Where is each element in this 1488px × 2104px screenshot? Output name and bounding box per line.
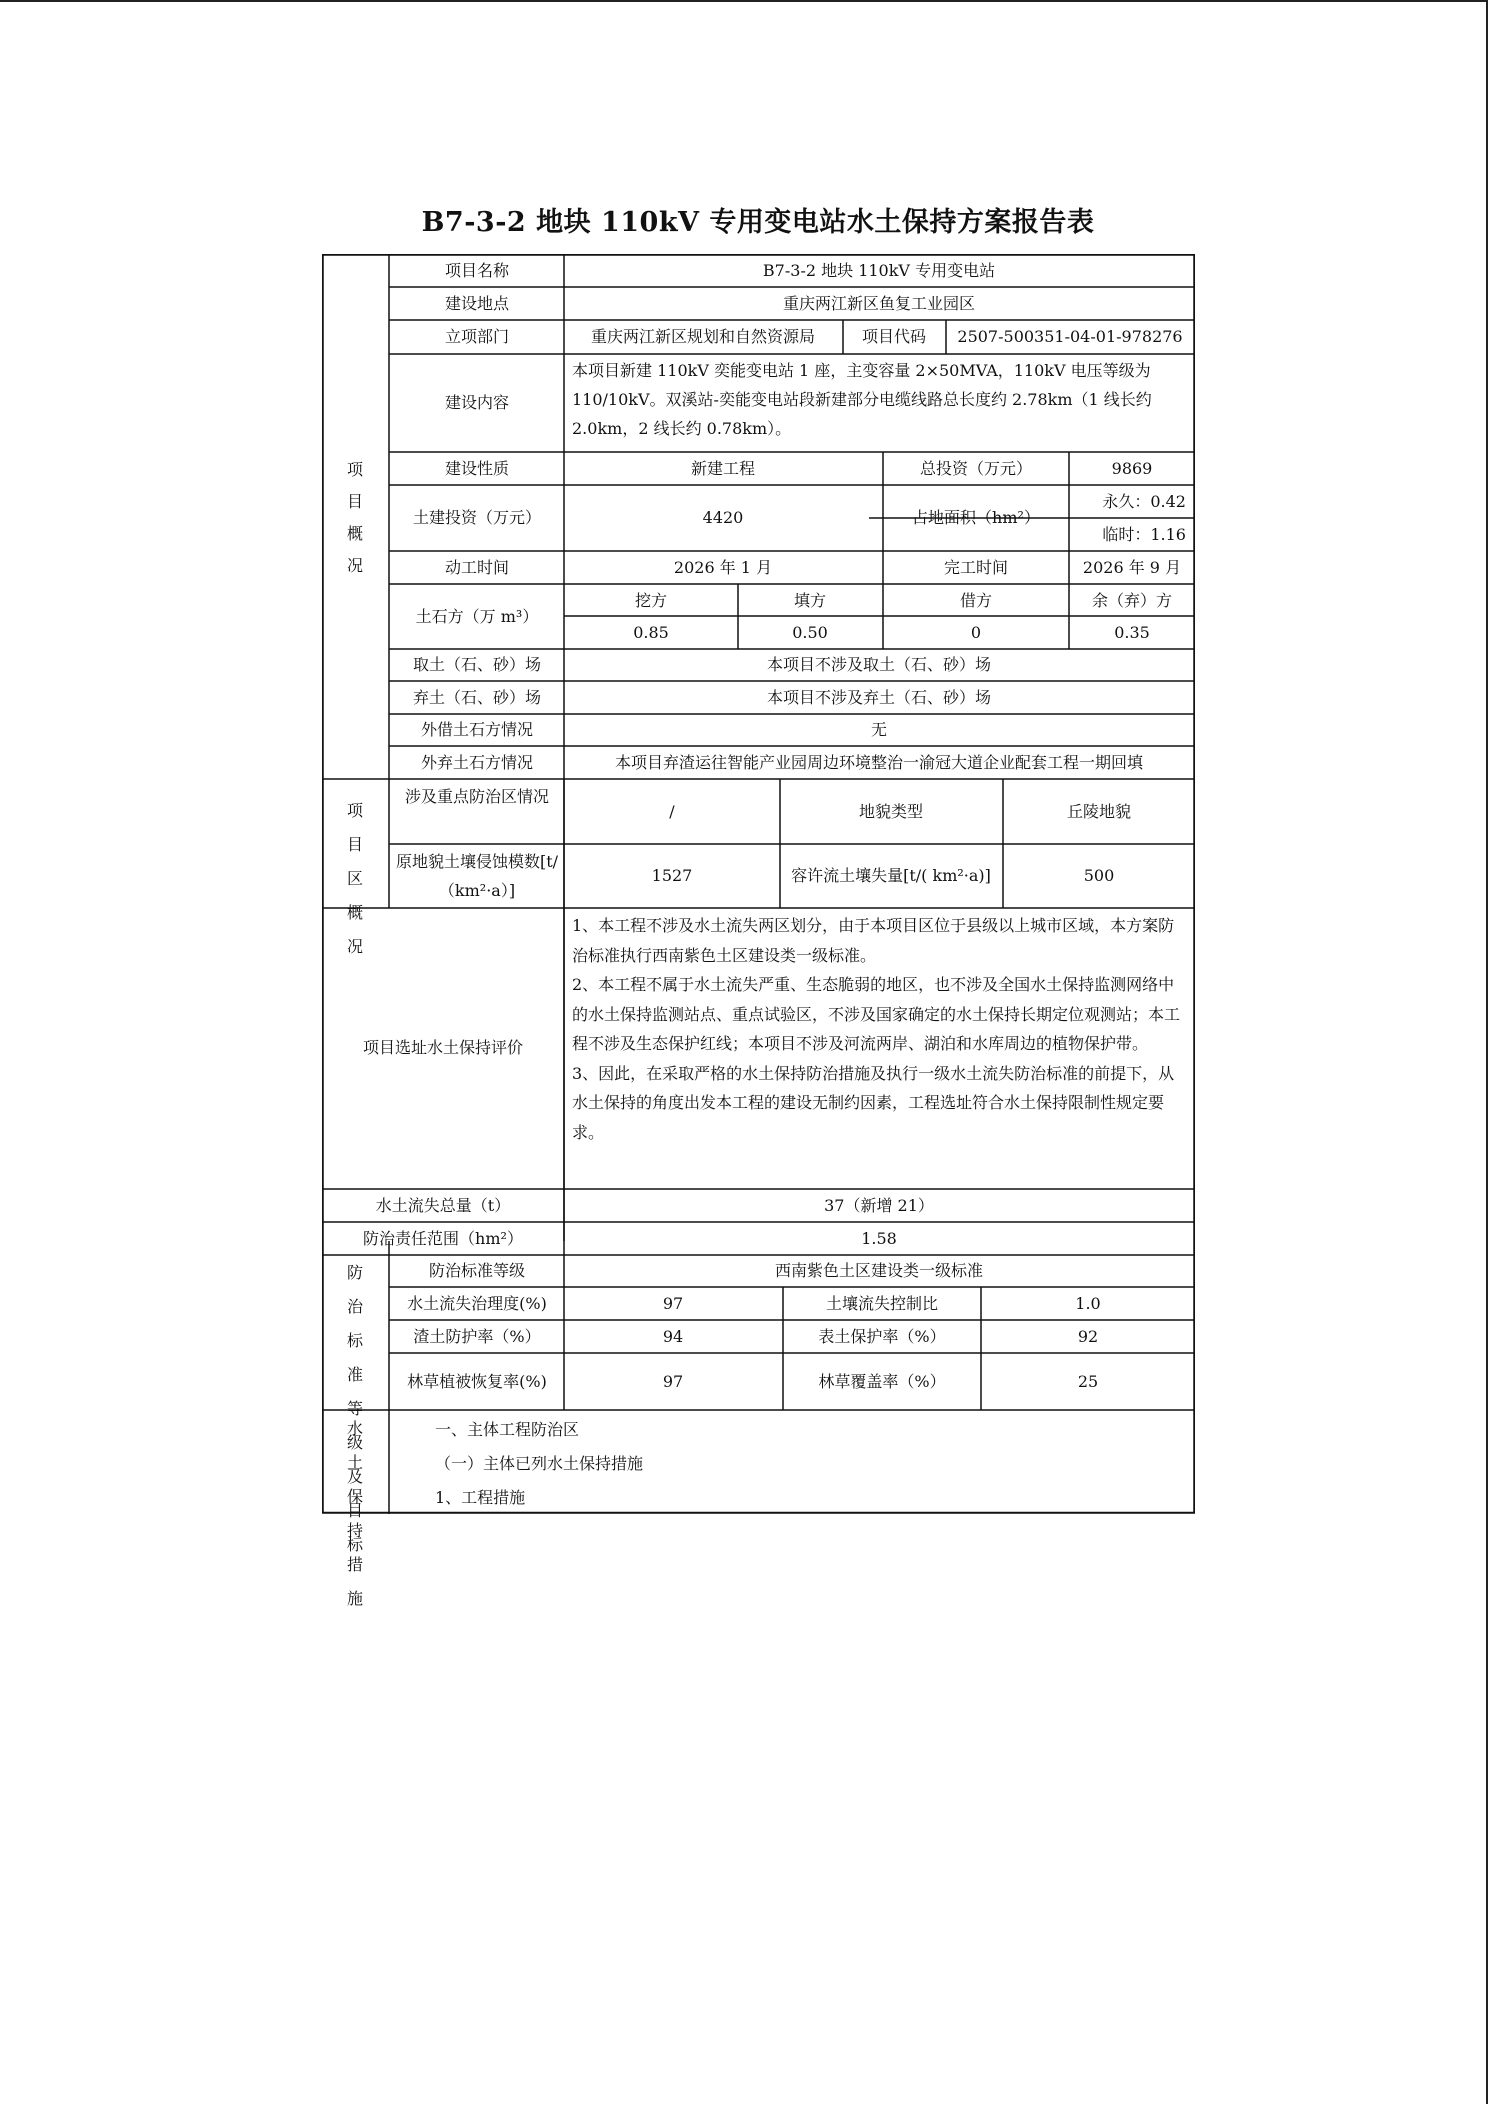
nature-label: 建设性质 — [444, 459, 510, 478]
landform-value: 丘陵地貌 — [1066, 802, 1132, 821]
resp-range-label: 防治责任范围（hm²） — [363, 1229, 523, 1248]
standard-grade-label: 防治标准等级 — [428, 1261, 526, 1280]
standard-row-1-value-1: 97 — [662, 1294, 684, 1313]
dept-label: 立项部门 — [444, 327, 510, 346]
earthwork-header-borrow: 借方 — [959, 591, 993, 610]
earthwork-value-cut: 0.85 — [633, 623, 669, 642]
standard-row-2-value-2: 92 — [1077, 1327, 1099, 1346]
civil-invest-label: 土建投资（万元） — [412, 508, 542, 527]
earthwork-value-borrow: 0 — [970, 623, 982, 642]
standard-row-1-label-2: 土壤流失控制比 — [825, 1294, 939, 1313]
external-spoil-label: 外弃土石方情况 — [420, 753, 534, 772]
content-value: 本项目新建 110kV 奕能变电站 1 座，主变容量 2×50MVA，110kV 电压等级为 110/10kV。双溪站-奕能变电站段新建部分电缆线路总长度约 2.78km（1 线长约 2.0km，2 线长约 0.78km）。 — [572, 361, 1152, 438]
borrow-site-label: 取土（石、砂）场 — [412, 655, 542, 674]
end-time-value: 2026 年 9 月 — [1082, 558, 1182, 577]
external-spoil-value: 本项目弃渣运往智能产业园周边环境整治一渝冠大道企业配套工程一期回填 — [614, 753, 1144, 772]
measures-line-2: （一）主体已列水土保持措施 — [435, 1454, 644, 1473]
content-label: 建设内容 — [444, 393, 510, 412]
project-name-value: B7-3-2 地块 110kV 专用变电站 — [762, 261, 996, 280]
area-permanent: 永久：0.42 — [1102, 492, 1186, 511]
standard-row-1-label-1: 水土流失治理度(%) — [407, 1294, 547, 1313]
external-borrow-label: 外借土石方情况 — [420, 720, 534, 739]
end-time-label: 完工时间 — [943, 558, 1009, 577]
key-zone-label: 涉及重点防治区情况 — [404, 787, 549, 806]
nature-value: 新建工程 — [690, 459, 756, 478]
external-borrow-value: 无 — [870, 720, 888, 739]
earthwork-value-fill: 0.50 — [792, 623, 828, 642]
loss-total-label: 水土流失总量（t） — [375, 1196, 511, 1215]
standard-grade-value: 西南紫色土区建设类一级标准 — [774, 1261, 984, 1280]
earthwork-header-fill: 填方 — [793, 591, 827, 610]
standard-row-3-value-2: 25 — [1077, 1372, 1099, 1391]
project-code-label: 项目代码 — [861, 327, 927, 346]
dept-value: 重庆两江新区规划和自然资源局 — [590, 327, 816, 346]
earthwork-header-cut: 挖方 — [634, 591, 668, 610]
start-time-value: 2026 年 1 月 — [673, 558, 773, 577]
location-label: 建设地点 — [444, 294, 510, 313]
key-zone-value: / — [669, 802, 675, 821]
standard-row-2-label-1: 渣土防护率（%） — [413, 1327, 541, 1346]
loss-total-value: 37（新增 21） — [824, 1196, 934, 1215]
report-table — [322, 254, 1195, 1608]
standard-row-3-label-1: 林草植被恢复率(%) — [407, 1372, 547, 1391]
standard-row-2-label-2: 表土保护率（%） — [818, 1327, 946, 1346]
section-label-measures: 水土保持措施 — [346, 1419, 363, 1608]
area-label: 占地面积（hm²） — [912, 508, 1040, 527]
civil-invest-value: 4420 — [702, 508, 744, 527]
start-time-label: 动工时间 — [444, 558, 510, 577]
erosion-label: 原地貌土壤侵蚀模数[t/（km²·a）] — [395, 852, 559, 900]
section-label-area: 项目区概况 — [346, 801, 363, 956]
standard-row-3-label-2: 林草覆盖率（%） — [818, 1372, 946, 1391]
project-name-label: 项目名称 — [444, 261, 510, 280]
earthwork-label: 土石方（万 m³） — [415, 607, 539, 626]
earthwork-value-surplus: 0.35 — [1114, 623, 1150, 642]
measures-line-1: 一、主体工程防治区 — [435, 1420, 580, 1439]
evaluation-text: 1、本工程不涉及水土流失两区划分，由于本项目区位于县级以上城市区域，本方案防治标准执行西南紫色土区建设类一级标准。 2、本工程不属于水土流失严重、生态脆弱的地区，也不涉及全国水土保持监测网络中的水土保持监测站点、重点试验区，不涉及国家确定的水土保持长期定位观测站；本工程不涉及生态保护红线；本项目不涉及河流两岸、湖泊和水库周边的植物保护带。 3、因此，在采取严格的水土保持防治措施及执行一级水土流失防治标准的前提下，从水土保持的角度出发本工程的建设无制约因素，工程选址符合水土保持限制性规定要求。 — [572, 916, 1181, 1142]
area-temporary: 临时：1.16 — [1102, 525, 1186, 544]
page-title: B7-3-2 地块 110kV 专用变电站水土保持方案报告表 — [421, 207, 1095, 238]
standard-row-3-value-1: 97 — [662, 1372, 684, 1391]
earthwork-header-surplus: 余（弃）方 — [1091, 591, 1173, 610]
invest-value: 9869 — [1111, 459, 1153, 478]
allowed-loss-label: 容许流土壤失量[t/( km²·a)] — [791, 866, 991, 885]
spoil-site-label: 弃土（石、砂）场 — [412, 688, 542, 707]
section-label-standards: 防治标准等级及目标 — [346, 1263, 363, 1554]
landform-label: 地貌类型 — [858, 802, 924, 821]
project-code-value: 2507-500351-04-01-978276 — [957, 327, 1183, 346]
allowed-loss-value: 500 — [1083, 866, 1115, 885]
resp-range-value: 1.58 — [861, 1229, 897, 1248]
section-label-overview: 项目概况 — [346, 460, 363, 575]
standard-row-1-value-2: 1.0 — [1075, 1294, 1101, 1313]
page-top-border — [0, 0, 1488, 2]
measures-line-3: 1、工程措施 — [435, 1488, 526, 1507]
evaluation-label: 项目选址水土保持评价 — [362, 1038, 524, 1057]
erosion-value: 1527 — [651, 866, 693, 885]
spoil-site-value: 本项目不涉及弃土（石、砂）场 — [766, 688, 992, 707]
invest-label: 总投资（万元） — [919, 459, 1033, 478]
borrow-site-value: 本项目不涉及取土（石、砂）场 — [766, 655, 992, 674]
location-value: 重庆两江新区鱼复工业园区 — [782, 294, 976, 313]
standard-row-2-value-1: 94 — [662, 1327, 684, 1346]
